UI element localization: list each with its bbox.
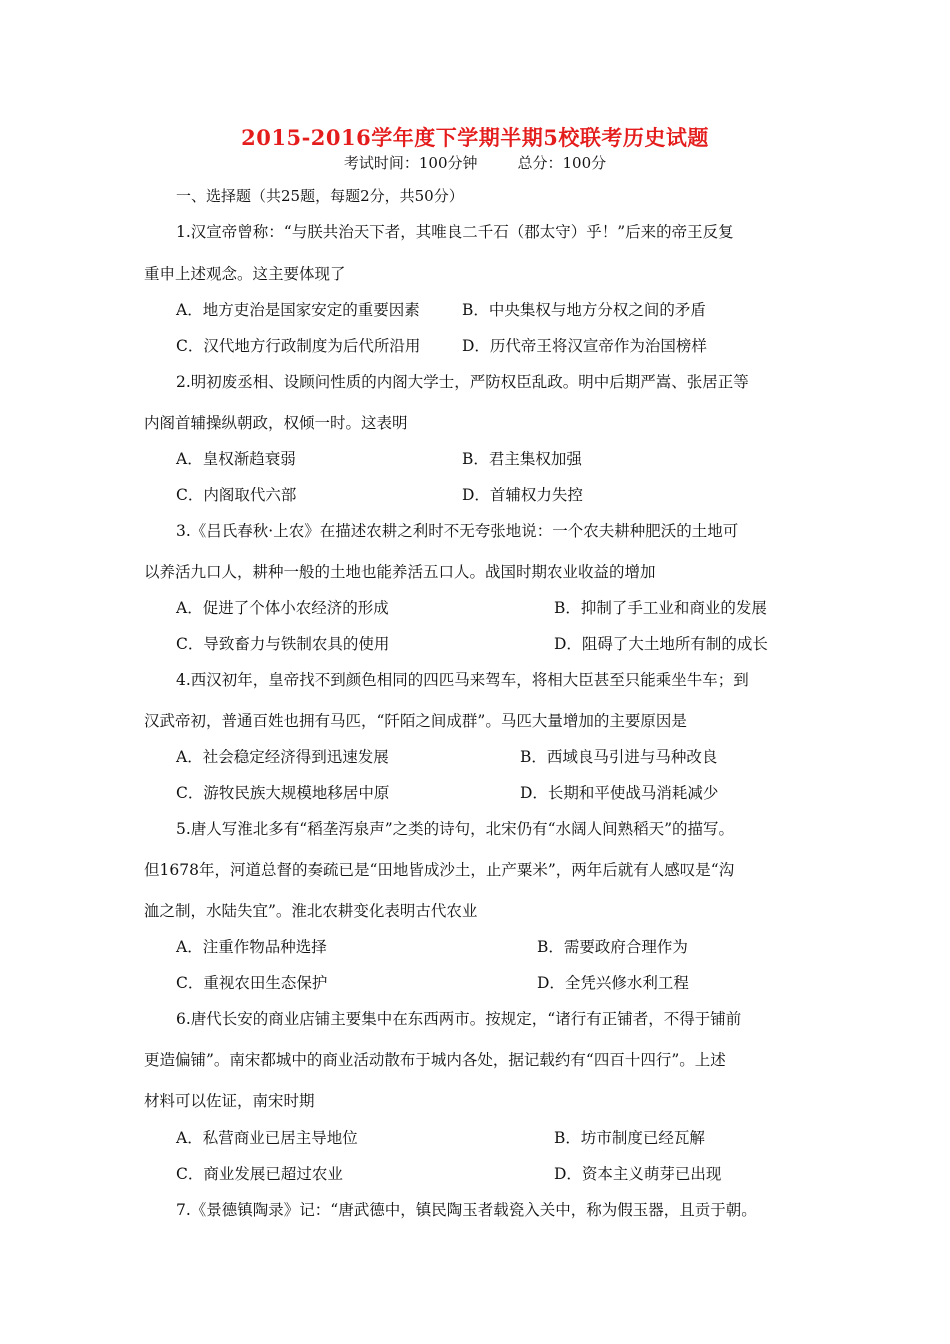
exam-time: 考试时间：100分钟 [343, 154, 478, 172]
question-3-option-c: C．导致畜力与铁制农具的使用 [176, 635, 390, 653]
question-3-option-b: B．抑制了手工业和商业的发展 [554, 599, 767, 617]
question-3-line-1: 3.《吕氏春秋·上农》在描述农耕之利时不无夸张地说：一个农夫耕种肥沃的土地可 [176, 522, 739, 540]
question-5-option-c: C．重视农田生态保护 [176, 974, 328, 992]
question-1-line-2: 重申上述观念。这主要体现了 [144, 265, 346, 283]
question-2-line-2: 内阁首辅操纵朝政，权倾一时。这表明 [144, 414, 408, 432]
question-3-option-d: D．阻碍了大土地所有制的成长 [554, 635, 768, 653]
exam-title: 2015-2016学年度下学期半期5校联考历史试题 [241, 125, 709, 150]
question-3-line-2: 以养活九口人，耕种一般的土地也能养活五口人。战国时期农业收益的增加 [144, 563, 656, 581]
question-2-option-c: C．内阁取代六部 [176, 486, 297, 504]
question-1-option-b: B．中央集权与地方分权之间的矛盾 [462, 301, 706, 319]
question-4-line-2: 汉武帝初，普通百姓也拥有马匹，“阡陌之间成群”。马匹大量增加的主要原因是 [144, 712, 687, 730]
question-1-option-d: D．历代帝王将汉宣帝作为治国榜样 [462, 337, 707, 355]
question-6-option-d: D．资本主义萌芽已出现 [554, 1165, 722, 1183]
question-6-line-1: 6.唐代长安的商业店铺主要集中在东西两市。按规定，“诸行有正铺者，不得于铺前 [176, 1010, 742, 1028]
total-score: 总分：100分 [517, 154, 607, 172]
section-heading: 一、选择题（共25题，每题2分，共50分） [176, 187, 464, 205]
question-4-option-c: C．游牧民族大规模地移居中原 [176, 784, 390, 802]
exam-subtitle [0, 152, 950, 173]
question-5-line-2: 但1678年，河道总督的奏疏已是“田地皆成沙土，止产粟米”，两年后就有人感叹是“沟 [144, 861, 735, 879]
question-3-option-a: A．促进了个体小农经济的形成 [176, 599, 389, 617]
question-6-option-c: C．商业发展已超过农业 [176, 1165, 343, 1183]
question-5-option-d: D．全凭兴修水利工程 [537, 974, 689, 992]
question-1-option-a: A．地方吏治是国家安定的重要因素 [176, 301, 420, 319]
question-5-line-3: 洫之制，水陆失宜”。淮北农耕变化表明古代农业 [144, 902, 478, 920]
question-6-line-3: 材料可以佐证，南宋时期 [144, 1092, 315, 1110]
question-1-line-1: 1.汉宣帝曾称：“与朕共治天下者，其唯良二千石（郡太守）乎！”后来的帝王反复 [176, 223, 734, 241]
question-5-option-a: A．注重作物品种选择 [176, 938, 327, 956]
question-1-option-c: C．汉代地方行政制度为后代所沿用 [176, 337, 421, 355]
question-2-option-b: B．君主集权加强 [462, 450, 582, 468]
question-6-line-2: 更造偏铺”。南宋都城中的商业活动散布于城内各处，据记载约有“四百十四行”。上述 [144, 1051, 726, 1069]
question-5-line-1: 5.唐人写淮北多有“稻垄泻泉声”之类的诗句，北宋仍有“水阔人间熟稻天”的描写。 [176, 820, 734, 838]
question-5-option-b: B．需要政府合理作为 [537, 938, 688, 956]
question-6-option-b: B．坊市制度已经瓦解 [554, 1129, 705, 1147]
question-2-option-d: D．首辅权力失控 [462, 486, 583, 504]
question-6-option-a: A．私营商业已居主导地位 [176, 1129, 358, 1147]
question-4-option-d: D．长期和平使战马消耗减少 [520, 784, 719, 802]
question-4-line-1: 4.西汉初年，皇帝找不到颜色相同的四匹马来驾车，将相大臣甚至只能乘坐牛车；到 [176, 671, 749, 689]
question-4-option-b: B．西域良马引进与马种改良 [520, 748, 718, 766]
question-7-line-1: 7.《景德镇陶录》记：“唐武德中，镇民陶玉者载瓷入关中，称为假玉器，且贡于朝。 [176, 1201, 757, 1219]
question-4-option-a: A．社会稳定经济得到迅速发展 [176, 748, 389, 766]
question-2-line-1: 2.明初废丞相、设顾问性质的内阁大学士，严防权臣乱政。明中后期严嵩、张居正等 [176, 373, 749, 391]
question-2-option-a: A．皇权渐趋衰弱 [176, 450, 296, 468]
